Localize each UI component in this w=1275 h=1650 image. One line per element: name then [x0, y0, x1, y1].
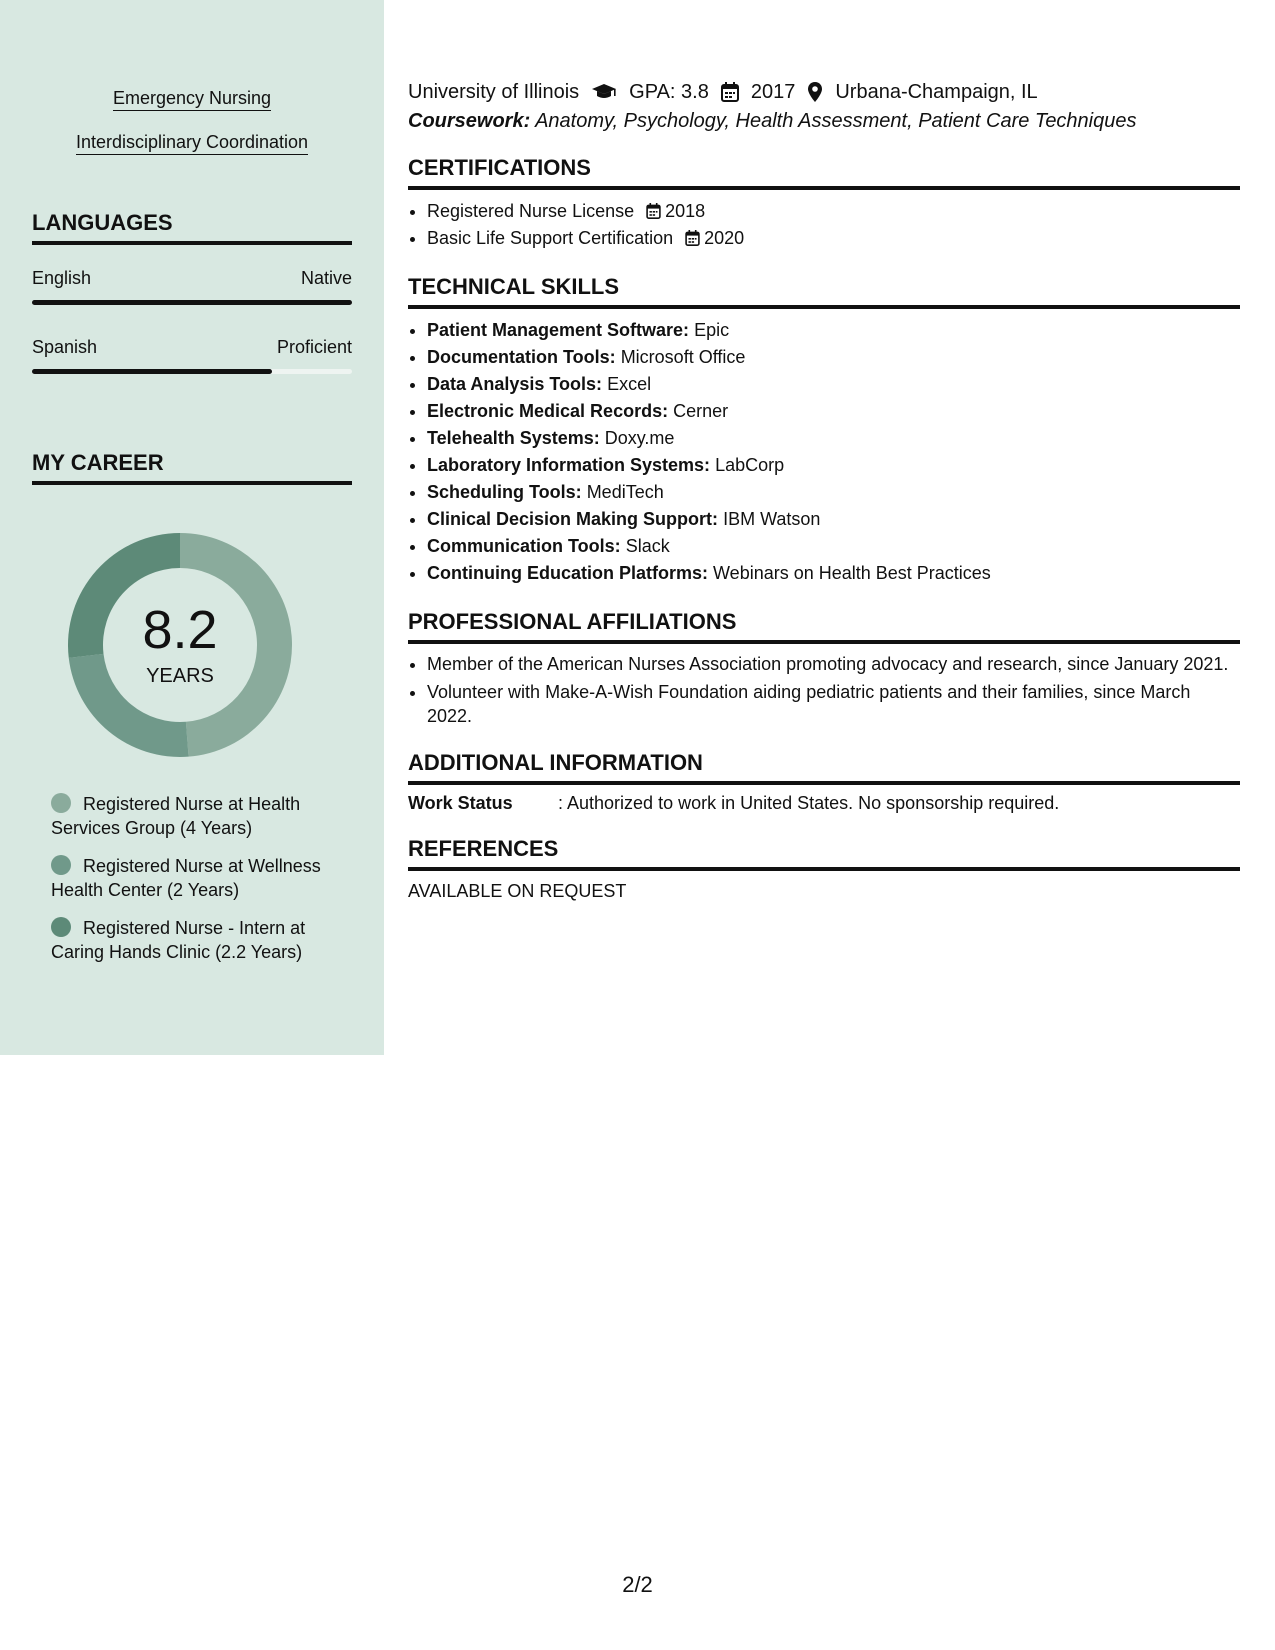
career-total-unit: YEARS	[146, 665, 214, 687]
list-item	[427, 533, 1240, 560]
map-pin-icon	[807, 81, 823, 103]
skill-value: Excel	[607, 374, 652, 394]
education-line	[408, 80, 1240, 104]
language-row-spanish	[32, 337, 352, 358]
coursework-list: Anatomy, Psychology, Health Assessment, Patient Care Techniques	[535, 110, 1137, 132]
skill-value: Webinars on Health Best Practices	[713, 563, 991, 583]
certifications-list	[427, 198, 1240, 252]
references-heading: REFERENCES	[408, 836, 1240, 871]
career-heading: MY CAREER	[32, 450, 352, 485]
skill-label: Documentation Tools:	[427, 347, 616, 367]
language-bar-fill	[32, 300, 352, 305]
list-item	[427, 506, 1240, 533]
skill-value: Cerner	[673, 401, 729, 421]
cert-date	[634, 201, 705, 221]
certifications-heading: CERTIFICATIONS	[408, 155, 1240, 190]
list-item	[427, 452, 1240, 479]
calendar-icon	[646, 203, 661, 219]
page-number: 2/2	[622, 1572, 653, 1597]
coursework	[408, 110, 1240, 133]
skill-value: Microsoft Office	[620, 347, 746, 367]
career-legend-item	[51, 792, 351, 840]
cert-year: 2018	[665, 201, 706, 221]
references-text: AVAILABLE ON REQUEST	[408, 881, 627, 901]
list-item	[427, 198, 1240, 225]
list-item	[427, 560, 1240, 587]
technical-skills-list	[427, 317, 1240, 587]
list-item	[427, 371, 1240, 398]
legend-dot-icon	[51, 793, 71, 813]
career-legend-item	[51, 854, 351, 902]
language-row-english	[32, 268, 352, 289]
cert-name: Basic Life Support Certification	[427, 228, 674, 248]
gpa: GPA: 3.8	[629, 81, 709, 103]
list-item	[427, 225, 1240, 252]
career-legend-label: Registered Nurse at Wellness Health Center (2 Years)	[51, 856, 321, 900]
school-name: University of Illinois	[408, 81, 580, 103]
skill-label: Telehealth Systems:	[427, 428, 600, 448]
skill-label: Clinical Decision Making Support:	[427, 509, 719, 529]
skills-list	[0, 87, 384, 175]
language-bar-fill	[32, 369, 272, 374]
skill-label: Continuing Education Platforms:	[427, 563, 708, 583]
skill-label: Laboratory Information Systems:	[427, 455, 711, 475]
skill-label: Scheduling Tools:	[427, 482, 582, 502]
affiliations-heading: PROFESSIONAL AFFILIATIONS	[408, 609, 1240, 644]
career-legend-item	[51, 916, 351, 964]
skill-label: Communication Tools:	[427, 536, 621, 556]
graduation-cap-icon	[591, 82, 617, 102]
skill-interdisciplinary-coordination[interactable]: Interdisciplinary Coordination	[76, 131, 308, 155]
list-item	[427, 425, 1240, 452]
list-item	[427, 344, 1240, 371]
cert-name: Registered Nurse License	[427, 201, 635, 221]
language-bar-spanish	[32, 369, 352, 374]
skill-label: Data Analysis Tools:	[427, 374, 603, 394]
skill-value: Slack	[625, 536, 670, 556]
language-level: Proficient	[276, 337, 352, 357]
calendar-icon	[685, 230, 700, 246]
school-location: Urbana-Champaign, IL	[835, 81, 1038, 103]
cert-year: 2020	[704, 228, 745, 248]
list-item: • Volunteer with Make-A-Wish Foundation aiding pediatric patients and their families, since March 2022.	[427, 680, 1240, 728]
skill-value: Epic	[694, 320, 730, 340]
cert-date	[673, 228, 744, 248]
main-content	[408, 80, 1240, 902]
skill-value: LabCorp	[715, 455, 785, 475]
skill-label: Patient Management Software:	[427, 320, 690, 340]
legend-dot-icon	[51, 855, 71, 875]
career-legend-label: Registered Nurse - Intern at Caring Hands Clinic (2.2 Years)	[51, 918, 306, 962]
work-status-row	[408, 793, 1240, 814]
language-level: Native	[300, 268, 352, 288]
work-status-label: Work Status	[408, 793, 513, 813]
graduation-year: 2017	[750, 81, 796, 103]
skill-value: MediTech	[586, 482, 664, 502]
language-name: English	[32, 268, 92, 288]
language-name: Spanish	[32, 337, 98, 357]
list-item	[427, 317, 1240, 344]
list-item: • Member of the American Nurses Association promoting advocacy and research, since January 2021.	[427, 652, 1240, 676]
affiliations-list	[427, 652, 1240, 728]
legend-dot-icon	[51, 917, 71, 937]
career-legend-label: Registered Nurse at Health Services Group (4 Years)	[51, 794, 301, 838]
languages-heading: LANGUAGES	[32, 210, 352, 245]
additional-info-heading: ADDITIONAL INFORMATION	[408, 750, 1240, 785]
list-item	[427, 479, 1240, 506]
sidebar	[0, 0, 384, 1055]
technical-skills-heading: TECHNICAL SKILLS	[408, 274, 1240, 309]
skill-emergency-nursing[interactable]: Emergency Nursing	[113, 87, 271, 111]
calendar-icon	[721, 82, 739, 102]
skill-value: Doxy.me	[604, 428, 675, 448]
skill-label: Electronic Medical Records:	[427, 401, 669, 421]
work-status-value: : Authorized to work in United States. No sponsorship required.	[558, 793, 1060, 813]
list-item	[427, 398, 1240, 425]
language-bar-english	[32, 300, 352, 305]
coursework-label: Coursework:	[408, 110, 531, 132]
career-total-value: 8.2	[142, 600, 218, 660]
skill-value: IBM Watson	[723, 509, 821, 529]
